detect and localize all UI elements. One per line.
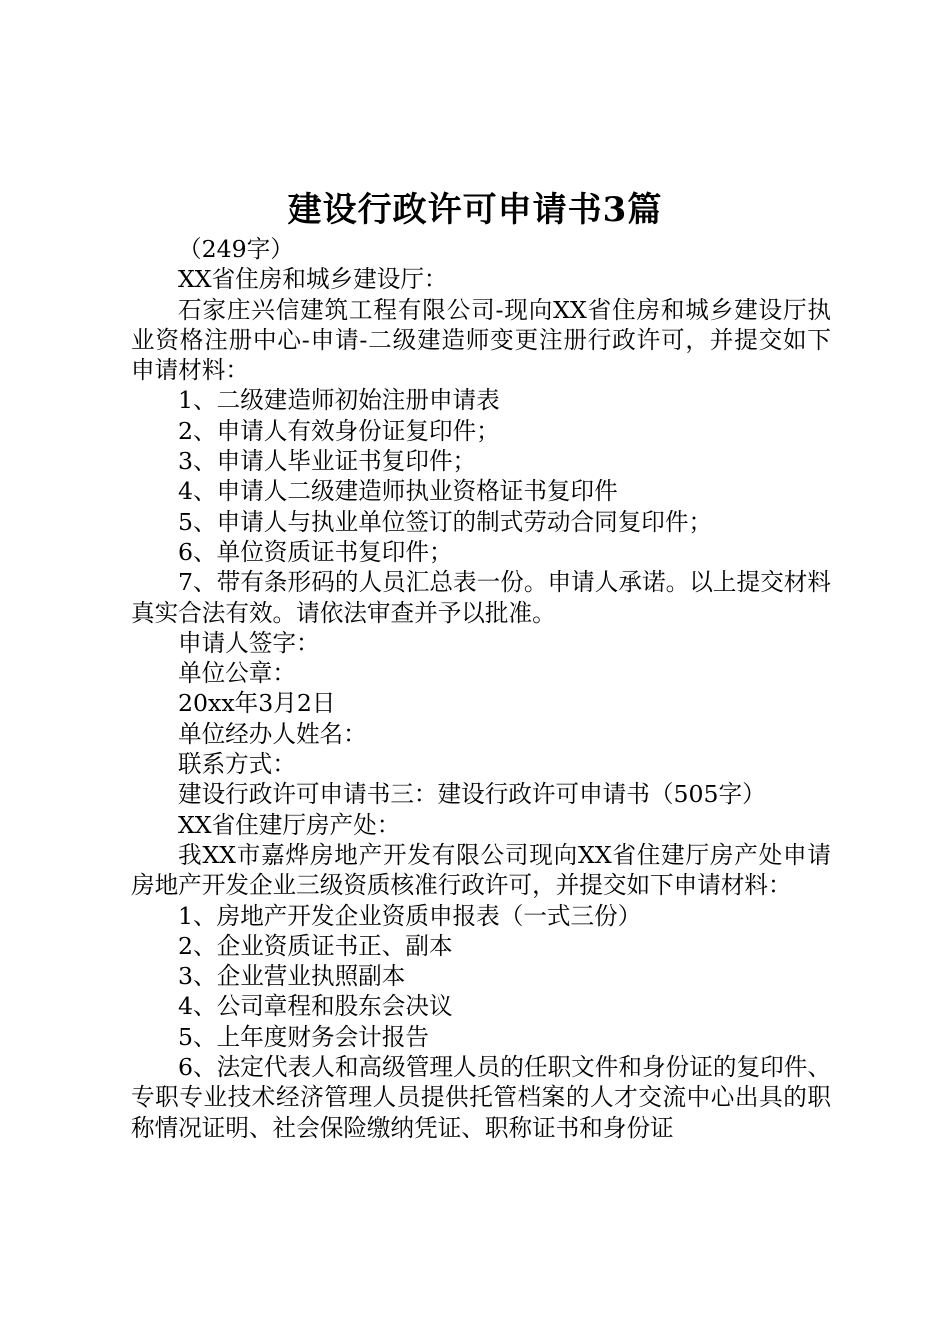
material-item-2-5: 5、上年度财务会计报告 [178, 1022, 429, 1051]
applicant-signature-line: 申请人签字： [178, 628, 320, 657]
document-title: 建设行政许可申请书3篇 [287, 190, 663, 230]
recipient-line: XX省住房和城乡建设厅： [178, 265, 448, 294]
material-item-6: 6、单位资质证书复印件； [178, 537, 453, 566]
recipient-line-2: XX省住建厅房产处： [178, 810, 401, 839]
word-count-note: （249字） [178, 235, 294, 263]
material-item-2-2: 2、企业资质证书正、副本 [178, 931, 453, 960]
application-paragraph: 石家庄兴信建筑工程有限公司-现向XX省住房和城乡建设厅执业资格注册中心-申请-二级建造师变更注册行政许可，并提交如下申请材料： [131, 295, 831, 385]
material-item-1: 1、二级建造师初始注册申请表 [178, 386, 500, 415]
material-item-2-3: 3、企业营业执照副本 [178, 962, 406, 991]
section-heading: 建设行政许可申请书三：建设行政许可申请书（505字） [178, 780, 766, 809]
material-item-2: 2、申请人有效身份证复印件； [178, 416, 500, 445]
material-item-7: 7、带有条形码的人员汇总表一份。申请人承诺。以上提交材料真实合法有效。请依法审查并予以批准。 [131, 568, 831, 627]
material-item-2-6: 6、法定代表人和高级管理人员的任职文件和身份证的复印件、专职专业技术经济管理人员提供托管档案的人才交流中心出具的职称情况证明、社会保险缴纳凭证、职称证书和身份证 [131, 1053, 831, 1142]
date-line: 20xx年3月2日 [178, 689, 336, 718]
application-paragraph-2: 我XX市嘉烨房地产开发有限公司现向XX省住建厅房产处申请房地产开发企业三级资质核准行政许可，并提交如下申请材料： [131, 840, 831, 900]
material-item-3: 3、申请人毕业证书复印件； [178, 447, 477, 476]
material-item-4: 4、申请人二级建造师执业资格证书复印件 [178, 477, 618, 506]
document-body [131, 234, 831, 1143]
material-item-2-1: 1、房地产开发企业资质申报表（一式三份） [178, 901, 642, 930]
contact-person-line: 单位经办人姓名： [178, 719, 367, 748]
contact-method-line: 联系方式： [178, 750, 296, 779]
company-seal-line: 单位公章： [178, 659, 296, 688]
material-item-2-4: 4、公司章程和股东会决议 [178, 992, 453, 1021]
material-item-5: 5、申请人与执业单位签订的制式劳动合同复印件； [178, 507, 713, 536]
